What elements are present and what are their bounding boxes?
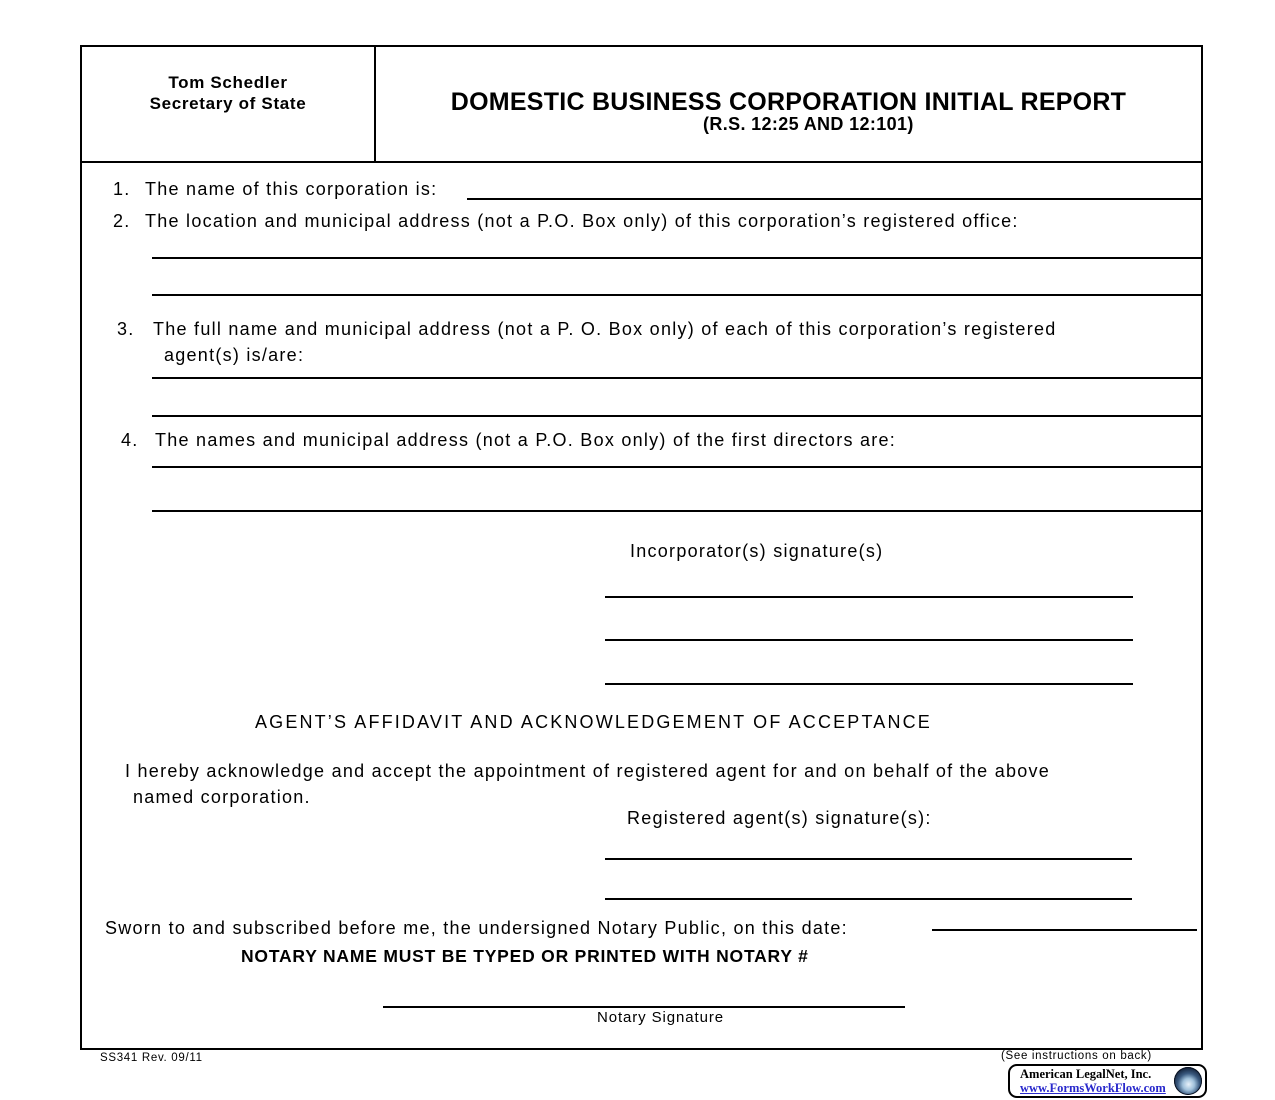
- header-divider-horizontal: [80, 161, 1203, 163]
- notary-signature-label: Notary Signature: [597, 1009, 724, 1026]
- form-title: DOMESTIC BUSINESS CORPORATION INITIAL REPORT: [450, 88, 1127, 116]
- item-4-answer-line-1[interactable]: [152, 466, 1201, 468]
- registered-agent-signature-line-1[interactable]: [605, 858, 1132, 860]
- item-2-answer-line-1[interactable]: [152, 257, 1201, 259]
- legalnet-website-link[interactable]: www.FormsWorkFlow.com: [1020, 1081, 1166, 1095]
- item-2-answer-line-2[interactable]: [152, 294, 1201, 296]
- incorporator-signature-line-3[interactable]: [605, 683, 1133, 685]
- secretary-title: Secretary of State: [149, 94, 307, 113]
- item-1-answer-line[interactable]: [467, 198, 1201, 200]
- instructions-note: (See instructions on back): [1001, 1050, 1152, 1062]
- notary-date-line[interactable]: [932, 929, 1197, 931]
- affidavit-heading: AGENT’S AFFIDAVIT AND ACKNOWLEDGEMENT OF ACCEPTANCE: [255, 712, 932, 732]
- registered-agent-signature-line-2[interactable]: [605, 898, 1132, 900]
- item-1-number: 1.: [113, 179, 131, 199]
- item-3-label-line-2: agent(s) is/are:: [164, 345, 305, 365]
- item-3-answer-line-2[interactable]: [152, 415, 1201, 417]
- item-3-label-line-1: The full name and municipal address (not a P. O. Box only) of each of this corporation’s registered: [153, 319, 1057, 339]
- affidavit-text-line-2: named corporation.: [133, 787, 311, 807]
- item-4-answer-line-2[interactable]: [152, 510, 1201, 512]
- registered-agent-signature-label: Registered agent(s) signature(s):: [627, 808, 932, 828]
- notary-name-instruction: NOTARY NAME MUST BE TYPED OR PRINTED WITH NOTARY #: [241, 946, 809, 966]
- legalnet-badge: [1008, 1064, 1207, 1098]
- secretary-name: Tom Schedler: [168, 73, 288, 92]
- notary-sworn-text: Sworn to and subscribed before me, the undersigned Notary Public, on this date:: [105, 918, 848, 938]
- affidavit-text-line-1: I hereby acknowledge and accept the appointment of registered agent for and on behalf of the above: [125, 761, 1051, 781]
- legalnet-company: American LegalNet, Inc.: [1020, 1067, 1152, 1081]
- item-3-answer-line-1[interactable]: [152, 377, 1201, 379]
- incorporator-signature-line-1[interactable]: [605, 596, 1133, 598]
- legalnet-text-block: [1020, 1067, 1166, 1095]
- item-1-label: The name of this corporation is:: [145, 179, 438, 199]
- form-subtitle: (R.S. 12:25 AND 12:101): [703, 114, 914, 134]
- legalnet-globe-icon: [1174, 1067, 1202, 1095]
- item-2-number: 2.: [113, 211, 131, 231]
- item-4-number: 4.: [121, 430, 139, 450]
- incorporator-signature-label: Incorporator(s) signature(s): [630, 541, 884, 561]
- incorporator-signature-line-2[interactable]: [605, 639, 1133, 641]
- item-4-label: The names and municipal address (not a P.O. Box only) of the first directors are:: [155, 430, 897, 450]
- item-2-label: The location and municipal address (not a P.O. Box only) of this corporation’s registered office:: [145, 211, 1019, 231]
- item-3-number: 3.: [117, 319, 135, 339]
- form-number: SS341 Rev. 09/11: [100, 1052, 203, 1064]
- notary-signature-line[interactable]: [383, 1006, 905, 1008]
- header-left-cell: [82, 72, 374, 114]
